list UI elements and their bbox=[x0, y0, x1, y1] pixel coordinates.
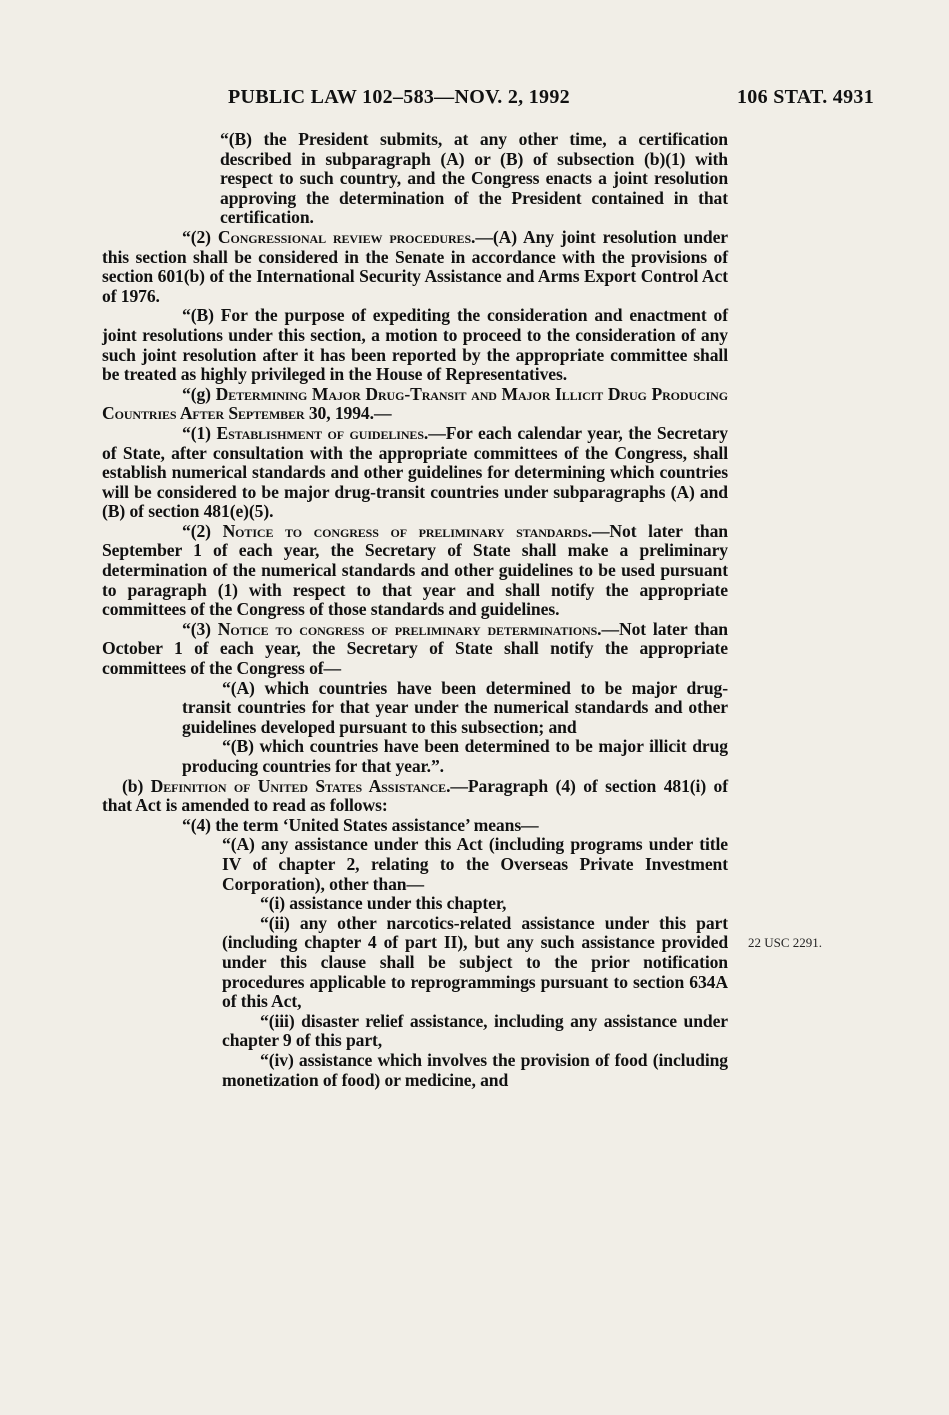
heading-establishment: “(1) Establishment of guidelines. bbox=[182, 422, 429, 443]
text-congressional-review: —(A) Any joint resolution under this section shall be considered in the Senate in accordance with the provisions of section 601(b) of the International Security Assistance and Arms Export Control Act of 1976. bbox=[102, 226, 728, 306]
paragraph-b-illicit: “(B) which countries have been determined to be major illicit drug producing countries for that year.”. bbox=[182, 736, 728, 776]
clause-iii: “(iii) disaster relief assistance, including any assistance under chapter 9 of this part, bbox=[222, 1010, 728, 1051]
clause-iv: “(iv) assistance which involves the provision of food (including monetization of food) or medicine, and bbox=[222, 1049, 728, 1090]
paragraph-a-assistance bbox=[102, 835, 728, 894]
paragraph-g-determining bbox=[102, 385, 728, 424]
text-a-assistance: “(A) any assistance under this Act (including programs under title IV of chapter 2, relating to the Overseas Private Investment Corporation), other than— bbox=[222, 834, 728, 894]
heading-determining: Determining Major Drug-Transit and Major Illicit Drug Producing Countries After September 30, 1994. bbox=[102, 383, 728, 424]
paragraph-notice-determinations bbox=[102, 620, 728, 679]
label-b: (b) bbox=[122, 775, 151, 796]
paragraph-establishment bbox=[102, 424, 728, 522]
clause-ii: “(ii) any other narcotics-related assistance under this part (including chapter 4 of part II), but any such assistance provided under this clause shall be subject to the prior notification procedures applicable to reprogrammings pursuant to section 634A of this Act, bbox=[222, 912, 728, 1012]
text-notice-determinations: —Not later than October 1 of each year, the Secretary of State shall notify the appropriate committees of the Congress of— bbox=[102, 618, 728, 679]
dash-g: — bbox=[373, 403, 392, 424]
paragraph-a-drug-transit: “(A) which countries have been determined to be major drug-transit countries for that year under the numerical standards and other guidelines developed pursuant to this subsection; and bbox=[182, 677, 728, 737]
paragraph-congressional-review bbox=[102, 228, 728, 306]
paragraph-definition bbox=[102, 777, 728, 816]
paragraph-4-term: “(4) the term ‘United States assistance’ means— bbox=[182, 814, 539, 835]
heading-notice-determinations: “(3) Notice to congress of preliminary determinations. bbox=[182, 618, 602, 639]
text-notice-standards: —Not later than September 1 of each year, the Secretary of State shall make a preliminary determination of the numerical standards and other guidelines to be used pursuant to paragraph (1) with respect to that year and shall notify the appropriate committees of the Congress of those standards and guidelines. bbox=[102, 520, 728, 620]
heading-congressional-review: “(2) Congressional review procedures. bbox=[182, 226, 476, 247]
clause-i: “(i) assistance under this chapter, bbox=[260, 893, 507, 914]
paragraph-notice-standards bbox=[102, 522, 728, 620]
paragraph-b-president: “(B) the President submits, at any other time, a certification described in subparagraph (A) or (B) of subsection (b)(1) with respect to such country, and the Congress enacts a joint resolution approving the determination of the President contained in that certification. bbox=[220, 129, 728, 228]
law-citation: PUBLIC LAW 102–583—NOV. 2, 1992 bbox=[228, 86, 570, 108]
page-header bbox=[228, 86, 874, 116]
stat-page-number: 106 STAT. 4931 bbox=[737, 86, 874, 108]
document-body bbox=[102, 130, 728, 1090]
heading-notice-standards: “(2) Notice to congress of preliminary standards. bbox=[182, 520, 592, 541]
usc-sidenote: 22 USC 2291. bbox=[748, 935, 823, 950]
text-establishment: —For each calendar year, the Secretary of State, after consultation with the appropriate committees of the Congress, shall establish numerical standards and other guidelines for determining which countries will be considered to be major drug-transit countries under subparagraphs (A) and (B) of section 481(e)(5). bbox=[102, 422, 728, 522]
paragraph-b-expediting: “(B) For the purpose of expediting the consideration and enactment of joint resolutions under this section, a motion to proceed to the consideration of any such joint resolution after it has been reported by the appropriate committee shall be treated as highly privileged in the House of Representatives. bbox=[102, 305, 728, 385]
heading-definition: Definition of United States Assistance. bbox=[150, 775, 451, 796]
text-definition: —Paragraph (4) of section 481(i) of that Act is amended to read as follows: bbox=[102, 775, 728, 816]
label-g: “(g) bbox=[182, 383, 216, 404]
